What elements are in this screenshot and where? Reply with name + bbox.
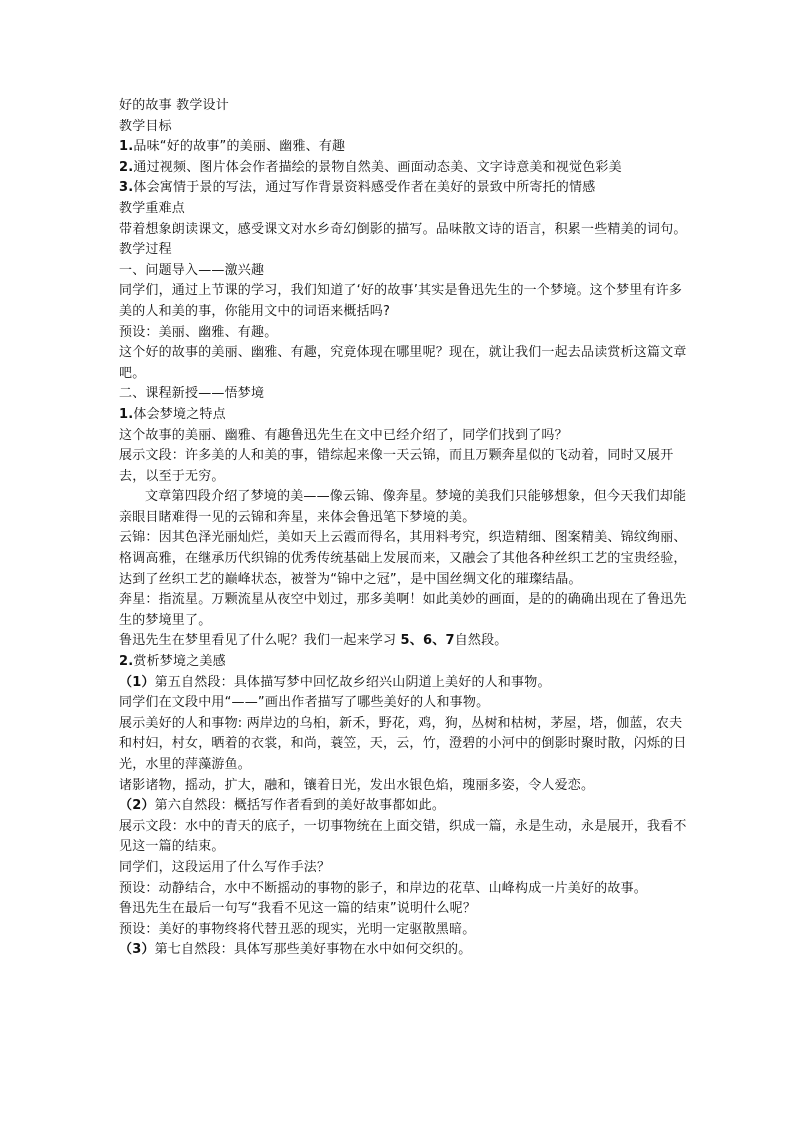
goal-1-number: 1.	[119, 139, 134, 155]
paragraph: 展示文段：水中的青天的底子，一切事物统在上面交错，织成一篇，永是生动，永是展开，我看不见这一篇的结束。	[119, 818, 687, 855]
goal-2-number: 2.	[119, 159, 134, 175]
subsection-1-heading	[119, 405, 687, 426]
paragraph: 预设：美丽、幽雅、有趣。	[119, 324, 278, 340]
section-label: （1）	[119, 674, 155, 690]
paragraph-part: 自然段。	[454, 633, 508, 649]
paragraph: 云锦：因其色泽光丽灿烂，美如天上云霞而得名，其用料考究，织造精细、图案精美、锦纹绚丽、格调高雅，在继承历代织锦的优秀传统基础上发展而来，又融会了其他各种丝织工艺的宝贵经验，达到了丝织工艺的巅峰状态，被誉为“锦中之冠”，是中国丝绸文化的璀璨结晶。	[119, 530, 687, 587]
goal-3-number: 3.	[119, 180, 134, 196]
section-text: 第五自然段：具体描写梦中回忆故乡绍兴山阴道上美好的人和事物。	[154, 674, 551, 690]
goal-1	[119, 137, 687, 158]
paragraph: 展示文段：许多美的人和美的事，错综起来像一天云锦，而且万颗奔星似的飞动着，同时又展开去，以至于无穷。	[119, 448, 674, 484]
subsection-2-number: 2.	[119, 654, 134, 670]
process-heading: 教学过程	[119, 242, 172, 258]
goals-heading: 教学目标	[119, 118, 172, 134]
subsection-2-title: 赏析梦境之美感	[133, 654, 226, 670]
paragraph	[119, 631, 687, 652]
paragraph: 同学们在文段中用“——”画出作者描写了哪些美好的人和事物。	[119, 695, 490, 711]
section-5-heading	[119, 673, 687, 694]
goal-1-text: 品味“好的故事”的美丽、幽雅、有趣	[133, 139, 346, 155]
paragraph: 展示美好的人和事物: 两岸边的乌桕，新禾，野花，鸡，狗，丛树和枯树，茅屋，塔，伽蓝，农夫和村妇，村女，晒着的衣裳，和尚，蓑笠，天，云，竹，澄碧的小河中的倒影时聚时散，闪烁的日光，水里的萍藻游鱼。	[119, 715, 687, 772]
paragraph: 预设：动静结合，水中不断摇动的事物的影子，和岸边的花草、山峰构成一片美好的故事。	[119, 880, 648, 896]
document-title: 好的故事 教学设计	[119, 98, 229, 113]
goal-3-text: 体会寓情于景的写法，通过写作背景资料感受作者在美好的景致中所寄托的情感	[133, 180, 596, 196]
paragraph: 预设：美好的事物终将代替丑恶的现实，光明一定驱散黑暗。	[119, 921, 476, 937]
section-text: 第六自然段：概括写作者看到的美好故事都如此。	[154, 798, 446, 814]
paragraph: 同学们，这段运用了什么写作手法？	[119, 859, 331, 875]
paragraph: 诸影诸物，摇动，扩大，融和，镶着日光，发出水银色焰，瑰丽多姿，令人爱恋。	[119, 777, 595, 793]
subsection-1-title: 体会梦境之特点	[133, 406, 226, 422]
key-points-text: 带着想象朗读课文，感受课文对水乡奇幻倒影的描写。品味散文诗的语言，积累一些精美的词句。	[119, 221, 687, 237]
section-7-heading	[119, 940, 687, 961]
goal-3	[119, 178, 687, 199]
paragraph: 文章第四段介绍了梦境的美——像云锦、像奔星。梦境的美我们只能够想象，但今天我们却能亲眼目睹难得一见的云锦和奔星，来体会鲁迅笔下梦境的美。	[119, 489, 687, 525]
paragraph: 奔星：指流星。万颗流星从夜空中划过，那多美啊！如此美妙的画面，是的的确确出现在了鲁迅先生的梦境里了。	[119, 592, 687, 628]
subsection-2-heading	[119, 652, 687, 673]
part-2-heading: 二、课程新授——悟梦境	[119, 386, 265, 402]
paragraph-numbers: 5、6、7	[400, 633, 455, 649]
paragraph: 鲁迅先生在最后一句写“我看不见这一篇的结束”说明什么呢？	[119, 901, 477, 917]
goal-2	[119, 158, 687, 179]
document-body	[119, 96, 687, 961]
paragraph: 这个好的故事的美丽、幽雅、有趣，究竟体现在哪里呢？现在，就让我们一起去品读赏析这篇文章吧。	[119, 345, 687, 381]
part-1-heading: 一、问题导入——激兴趣	[119, 262, 265, 278]
key-points-heading: 教学重难点	[119, 200, 186, 216]
section-label: （2）	[119, 798, 155, 814]
section-text: 第七自然段：具体写那些美好事物在水中如何交织的。	[154, 942, 472, 958]
section-label: （3）	[119, 942, 155, 958]
paragraph-part: 鲁迅先生在梦里看见了什么呢？我们一起来学习	[119, 633, 401, 649]
section-6-heading	[119, 796, 687, 817]
subsection-1-number: 1.	[119, 406, 134, 422]
paragraph: 同学们，通过上节课的学习，我们知道了‘好的故事’其实是鲁迅先生的一个梦境。这个梦里有许多美的人和美的事，你能用文中的词语来概括吗?	[119, 283, 683, 319]
paragraph: 这个故事的美丽、幽雅、有趣鲁迅先生在文中已经介绍了，同学们找到了吗？	[119, 427, 568, 443]
goal-2-text: 通过视频、图片体会作者描绘的景物自然美、画面动态美、文字诗意美和视觉色彩美	[133, 159, 622, 175]
